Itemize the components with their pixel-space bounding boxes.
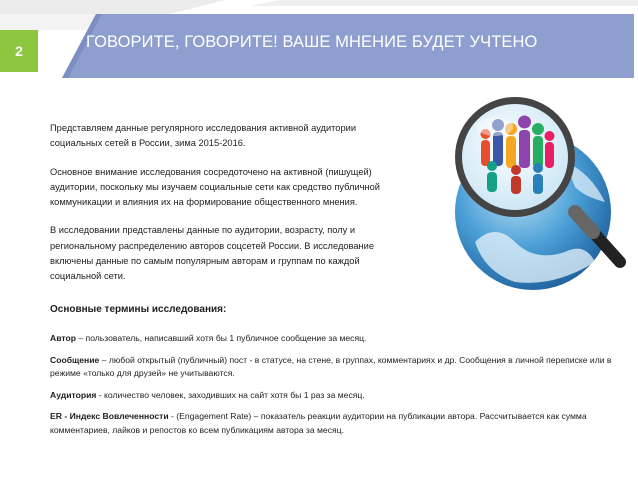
term-name: Аудитория [50,389,97,400]
term-item [50,389,630,403]
page-title: ГОВОРИТЕ, ГОВОРИТЕ! ВАШЕ МНЕНИЕ БУДЕТ УЧТЕНО [86,33,538,51]
term-definition: - (Engagement Rate) – показатель реакции аудитории на публикации автора. Рассчитывается как сумма комментариев, лайков и репостов ко всем публикациям автора за месяц. [50,411,587,435]
term-name: ER - Индекс Вовлеченности [50,411,169,421]
slide-number: 2 [15,43,23,59]
term-item [50,332,630,346]
term-name: Автор [50,333,76,343]
terms-list [50,332,630,445]
intro-paragraph: Основное внимание исследования сосредоточено на активной (пишущей) аудитории, поскольку мы изучаем социальные сети как средство публичной коммуникации и влияния их на формирование общественного мнения. [50,166,380,208]
term-name: Сообщение [50,354,100,365]
term-definition: – любой открытый (публичный) пост - в статусе, на стене, в группах, комментариях и др. Сообщения в личной переписке или в режиме «только для друзей» не учитываются. [50,354,612,378]
intro-text [50,121,410,298]
term-item [50,354,630,381]
magnifier-over-globe-people-icon [415,92,633,292]
term-item [50,410,630,437]
term-definition: - количество человек, заходивших на сайт хотя бы 1 раз за месяц. [96,389,365,400]
term-definition: – пользователь, написавший хотя бы 1 публичное сообщение за месяц. [75,333,367,343]
intro-paragraph: В исследовании представлены данные по аудитории, возрасту, полу и региональному распределению авторов соцсетей России. В исследование включены данные по самым популярным авторам и группам по каждой социальной сети. [50,225,375,282]
slide-number-badge [0,30,38,72]
intro-paragraph: Представляем данные регулярного исследования активной аудитории социальных сетей в России, зима 2015-2016. [50,123,357,149]
terms-heading: Основные термины исследования: [50,304,227,315]
